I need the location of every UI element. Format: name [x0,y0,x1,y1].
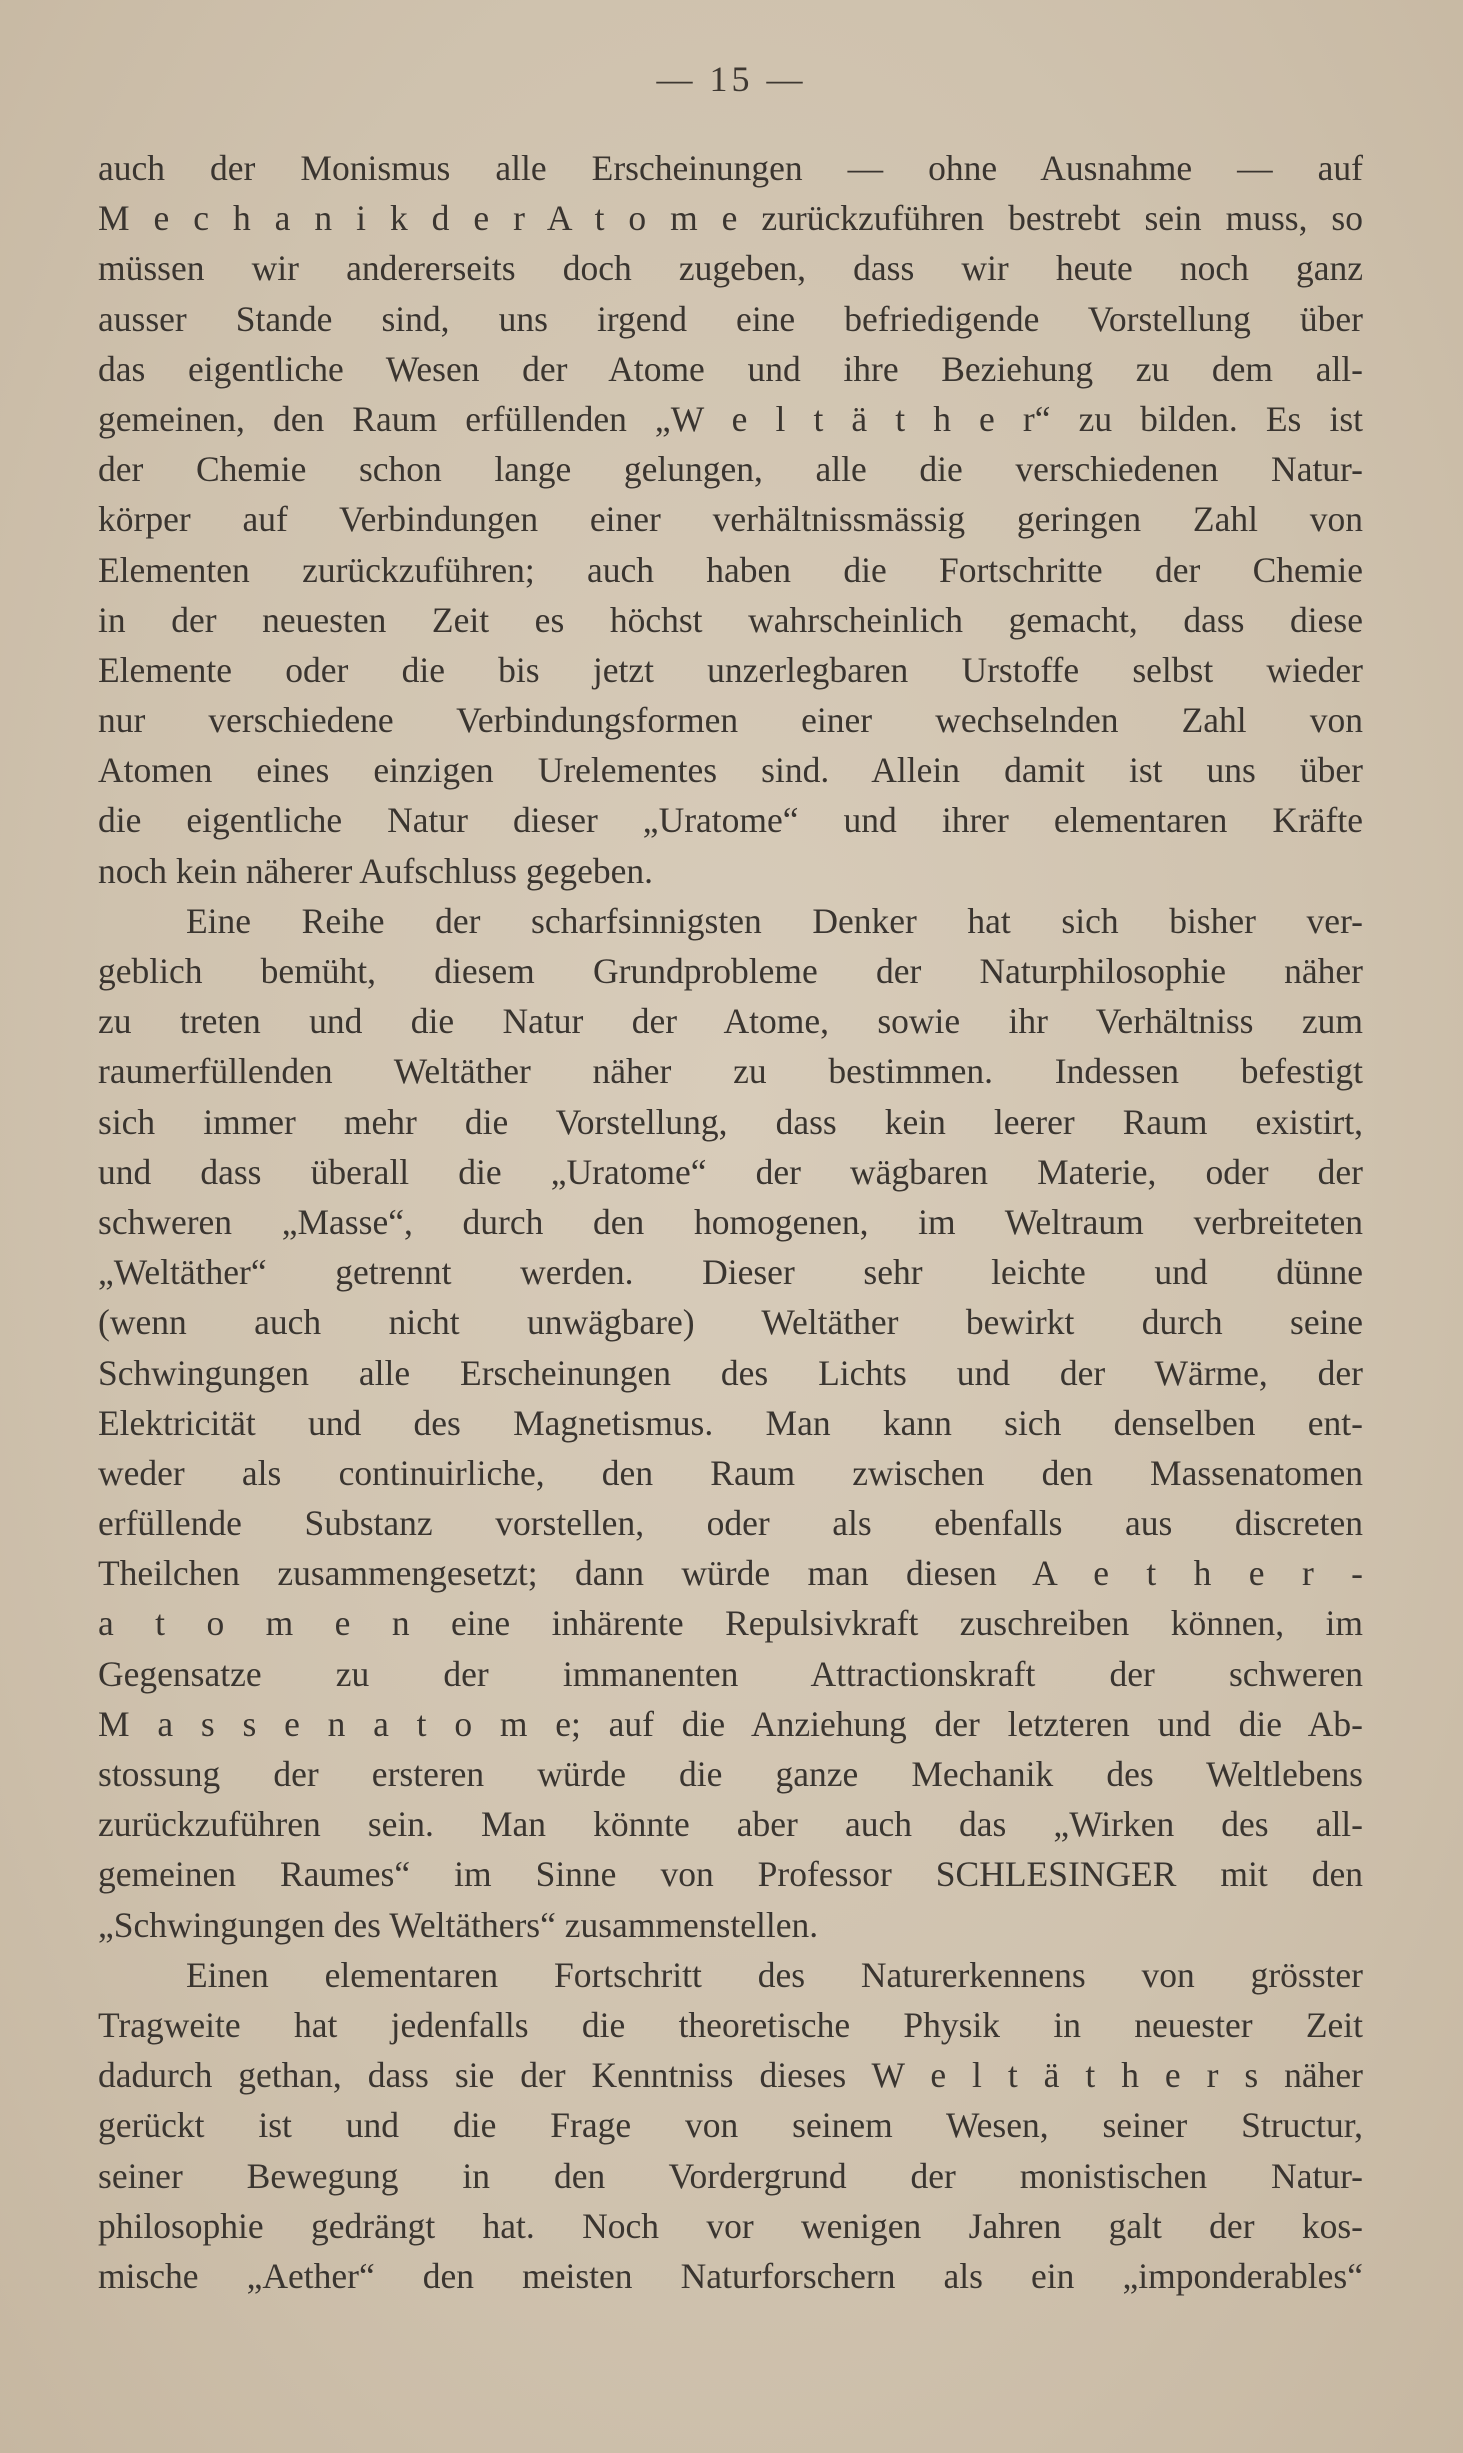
text-line: zurückzuführen sein. Man könnte aber auch das „Wirken des all- [98,1804,1363,1845]
text-line: a t o m e n eine inhärente Repulsivkraft zuschreiben können, im [98,1603,1363,1644]
text-line: Theilchen zusammengesetzt; dann würde man diesen A e t h e r - [98,1553,1363,1594]
text-line: Elementen zurückzuführen; auch haben die Fortschritte der Chemie [98,549,1363,590]
text-line: auch der Monismus alle Erscheinungen — ohne Ausnahme — auf [98,148,1363,188]
text-line: schweren „Masse“, durch den homogenen, im Weltraum verbreiteten [98,1201,1363,1242]
text-line: müssen wir andererseits doch zugeben, dass wir heute noch ganz [98,248,1363,289]
text-line: gemeinen, den Raum erfüllenden „W e l t ä t h e r“ zu bilden. Es ist [98,398,1363,439]
text-line: philosophie gedrängt hat. Noch vor wenigen Jahren galt der kos- [98,2205,1363,2246]
text-line: raumerfüllenden Weltäther näher zu bestimmen. Indessen befestigt [98,1051,1363,1092]
text-line: „Schwingungen des Weltäthers“ zusammenstellen. [98,1904,819,1945]
text-line: erfüllende Substanz vorstellen, oder als ebenfalls aus discreten [98,1503,1363,1544]
body-text [98,143,1363,2301]
text-line: nur verschiedene Verbindungsformen einer wechselnden Zahl von [98,700,1363,741]
text-line: Elemente oder die bis jetzt unzerlegbaren Urstoffe selbst wieder [98,649,1363,690]
text-line: „Weltäther“ getrennt werden. Dieser sehr leichte und dünne [98,1252,1363,1293]
text-line: der Chemie schon lange gelungen, alle die verschiedenen Natur- [98,449,1363,490]
text-line: stossung der ersteren würde die ganze Mechanik des Weltlebens [98,1754,1363,1794]
text-line: und dass überall die „Uratome“ der wägbaren Materie, oder der [98,1151,1363,1192]
text-line: Eine Reihe der scharfsinnigsten Denker hat sich bisher ver- [186,900,1363,941]
text-line: Einen elementaren Fortschritt des Naturerkennens von grösster [186,1954,1363,1995]
text-line: gemeinen Raumes“ im Sinne von Professor SCHLESINGER mit den [98,1854,1363,1895]
text-line: geblich bemüht, diesem Grundprobleme der Naturphilosophie näher [98,951,1363,991]
text-line: M a s s e n a t o m e; auf die Anziehung der letzteren und die Ab- [98,1703,1363,1744]
text-line: Schwingungen alle Erscheinungen des Lichts und der Wärme, der [98,1352,1363,1393]
text-line: mische „Aether“ den meisten Naturforschern als ein „imponderables“ [98,2255,1363,2296]
text-line: sich immer mehr die Vorstellung, dass kein leerer Raum existirt, [98,1101,1363,1142]
text-line: Gegensatze zu der immanenten Attractionskraft der schweren [98,1653,1363,1694]
text-line: in der neuesten Zeit es höchst wahrscheinlich gemacht, dass diese [98,599,1363,640]
text-line: Elektricität und des Magnetismus. Man kann sich denselben ent- [98,1402,1363,1443]
text-line: dadurch gethan, dass sie der Kenntniss dieses W e l t ä t h e r s näher [98,2055,1363,2096]
text-line: noch kein näherer Aufschluss gegeben. [98,850,653,891]
text-line: gerückt ist und die Frage von seinem Wesen, seiner Structur, [98,2105,1363,2146]
text-line: das eigentliche Wesen der Atome und ihre Beziehung zu dem all- [98,348,1363,389]
page-number: — 15 — [656,59,807,99]
text-line: weder als continuirliche, den Raum zwischen den Massenatomen [98,1452,1363,1493]
text-line: die eigentliche Natur dieser „Uratome“ und ihrer elementaren Kräfte [98,800,1363,841]
text-line: (wenn auch nicht unwägbare) Weltäther bewirkt durch seine [98,1302,1363,1343]
text-line: Tragweite hat jedenfalls die theoretische Physik in neuester Zeit [98,2004,1363,2045]
text-line: zu treten und die Natur der Atome, sowie ihr Verhältniss zum [98,1001,1363,1042]
text-line: Atomen eines einzigen Urelementes sind. Allein damit ist uns über [98,750,1363,791]
text-line: M e c h a n i k d e r A t o m e zurückzuführen bestrebt sein muss, so [98,198,1363,239]
text-line: seiner Bewegung in den Vordergrund der monistischen Natur- [98,2155,1363,2196]
text-line: körper auf Verbindungen einer verhältnissmässig geringen Zahl von [98,499,1363,540]
text-line: ausser Stande sind, uns irgend eine befriedigende Vorstellung über [98,298,1363,339]
